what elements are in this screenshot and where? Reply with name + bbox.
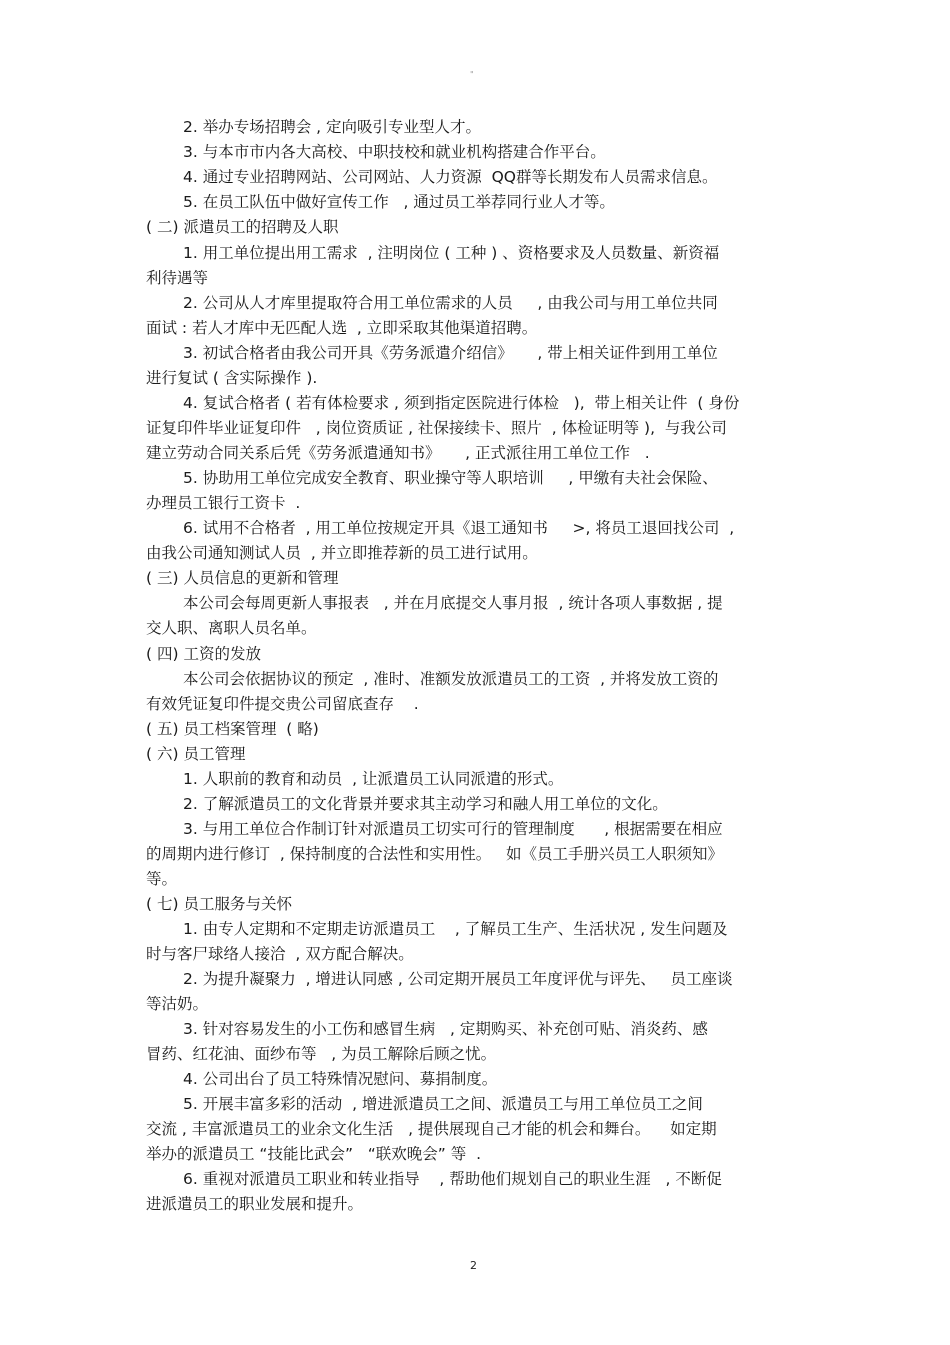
text-line: 5. 开展丰富多彩的活动 , 增进派遣员工之间、派遣员工与用工单位员工之间: [183, 1095, 703, 1113]
text-line: 2. 为提升凝聚力 , 增进认同感 , 公司定期开展员工年度评优与评先、 员工座谈: [183, 970, 733, 988]
text-line: 2. 公司从人才库里提取符合用工单位需求的人员 , 由我公司与用工单位共同: [183, 294, 718, 312]
text-line: 由我公司通知测试人员 , 并立即推荐新的员工进行试用。: [146, 544, 538, 562]
text-line: 3. 与用工单位合作制订针对派遣员工切实可行的管理制度 , 根据需要在相应: [183, 820, 723, 838]
text-line: 面试 : 若人才库中无匹配人选 , 立即采取其他渠道招聘。: [146, 319, 538, 337]
text-line: 4. 公司出台了员工特殊情况慰问、募捐制度。: [183, 1070, 498, 1088]
header-mark: ": [470, 70, 474, 79]
text-line: ( 六) 员工管理: [146, 745, 246, 763]
text-line: 3. 初试合格者由我公司开具《劳务派遣介绍信》 , 带上相关证件到用工单位: [183, 344, 718, 362]
text-line: ( 七) 员工服务与关怀: [146, 895, 292, 913]
text-line: 建立劳动合同关系后凭《劳务派遣通知书》 , 正式派往用工单位工作 .: [146, 444, 650, 462]
text-line: ( 二) 派遣员工的招聘及人职: [146, 218, 339, 236]
text-line: 利待遇等: [146, 269, 209, 287]
text-line: 交人职、离职人员名单。: [146, 619, 317, 637]
text-line: 3. 针对容易发生的小工伤和感冒生病 , 定期购买、补充创可贴、消炎药、感: [183, 1020, 708, 1038]
text-line: 4. 通过专业招聘网站、公司网站、人力资源 QQ群等长期发布人员需求信息。: [183, 168, 718, 186]
text-line: 6. 重视对派遣员工职业和转业指导 , 帮助他们规划自己的职业生涯 , 不断促: [183, 1170, 722, 1188]
text-line: 的周期内进行修订 , 保持制度的合法性和实用性。 如《员工手册兴员工人职须知》: [146, 845, 723, 863]
text-line: 3. 与本市市内各大高校、中职技校和就业机构搭建合作平台。: [183, 143, 606, 161]
text-line: 冒药、红花油、面纱布等 , 为员工解除后顾之忧。: [146, 1045, 497, 1063]
text-line: 6. 试用不合格者 , 用工单位按规定开具《退工通知书 >, 将员工退回找公司 ,: [183, 519, 735, 537]
text-line: 4. 复试合格者 ( 若有体检要求 , 须到指定医院进行体检 ), 带上相关让件 ( 身份: [183, 394, 740, 412]
text-line: 等沽奶。: [146, 995, 209, 1013]
text-line: 有效凭证复印件提交贵公司留底查存 .: [146, 695, 419, 713]
text-line: 进行复试 ( 含实际操作 ).: [146, 369, 318, 387]
text-line: 5. 在员工队伍中做好宣传工作 , 通过员工举荐同行业人才等。: [183, 193, 615, 211]
text-line: 交流 , 丰富派遣员工的业余文化生活 , 提供展现自己才能的机会和舞台。 如定期: [146, 1120, 717, 1138]
text-line: 1. 用工单位提出用工需求 , 注明岗位 ( 工种 ) 、资格要求及人员数量、新资福: [183, 244, 720, 262]
text-line: 时与客尸球络人接洽 , 双方配合解决。: [146, 945, 414, 963]
text-line: 2. 举办专场招聘会 , 定向吸引专业型人才。: [183, 118, 481, 136]
text-line: 证复印件毕业证复印件 , 岗位资质证 , 社保接续卡、照片 , 体检证明等 ), 与我公司: [146, 419, 727, 437]
text-line: ( 四) 工资的发放: [146, 645, 261, 663]
text-line: 办理员工银行工资卡 .: [146, 494, 301, 512]
text-line: 进派遣员工的职业发展和提升。: [146, 1195, 364, 1213]
text-line: 本公司会依据协议的预定 , 准时、准额发放派遣员工的工资 , 并将发放工资的: [183, 670, 719, 688]
text-line: 等。: [146, 870, 178, 888]
text-line: 5. 协助用工单位完成安全教育、职业操守等人职培训 , 甲缴有夫社会保险、: [183, 469, 718, 487]
text-line: 1. 人职前的教育和动员 , 让派遣员工认同派遣的形式。: [183, 770, 564, 788]
text-line: 举办的派遣员工 “技能比武会” “联欢晚会” 等 .: [146, 1145, 482, 1163]
text-line: 2. 了解派遣员工的文化背景并要求其主动学习和融人用工单位的文化。: [183, 795, 668, 813]
page-number: 2: [470, 1259, 477, 1272]
text-line: 本公司会每周更新人事报表 , 并在月底提交人事月报 , 统计各项人事数据 , 提: [183, 594, 723, 612]
text-line: ( 三) 人员信息的更新和管理: [146, 569, 339, 587]
text-line: 1. 由专人定期和不定期走访派遣员工 , 了解员工生产、生活状况 , 发生问题及: [183, 920, 728, 938]
text-line: ( 五) 员工档案管理 ( 略): [146, 720, 319, 738]
